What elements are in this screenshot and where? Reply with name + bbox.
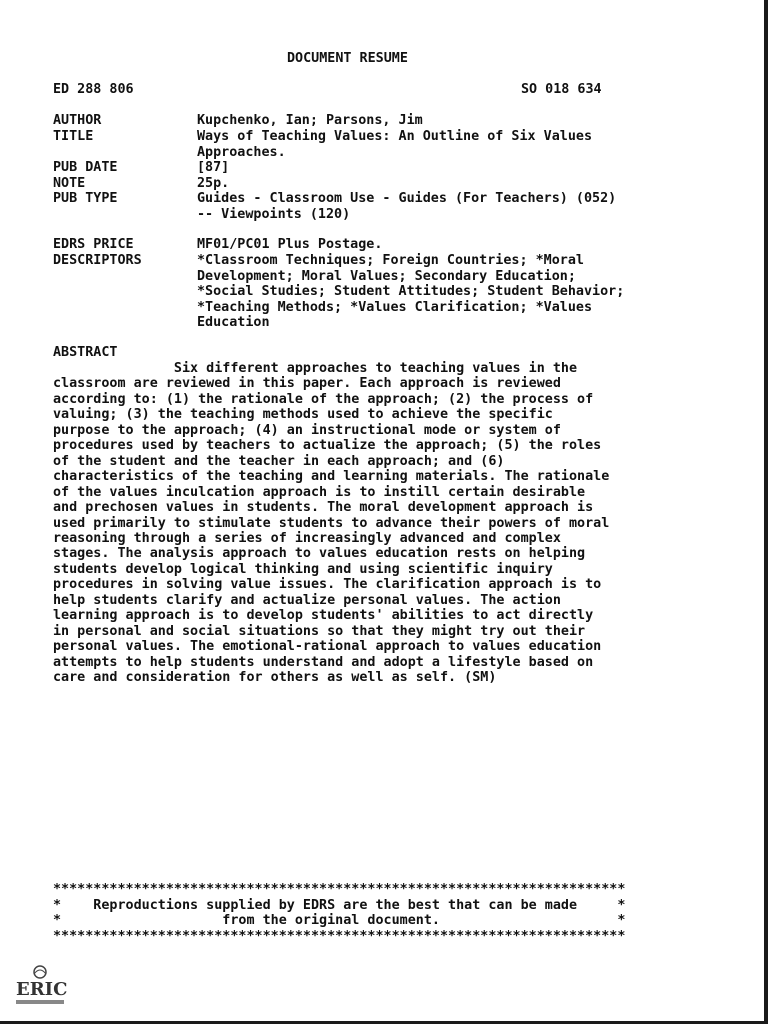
document-title: DOCUMENT RESUME <box>287 51 408 66</box>
field-label: NOTE <box>53 176 86 191</box>
field-label: TITLE <box>53 129 94 144</box>
field-value: Kupchenko, Ian; Parsons, Jim <box>197 113 423 128</box>
field-value: [87] <box>197 160 230 175</box>
notice-line-2: * from the original document. * <box>53 913 626 928</box>
eric-logo <box>10 962 70 1010</box>
notice-border-bottom: *********************************************************************** <box>53 928 626 944</box>
notice-border-top: *********************************************************************** <box>53 882 626 897</box>
field-value: 25p. <box>197 176 230 191</box>
scan-edge-right <box>764 0 768 1024</box>
field-label: AUTHOR <box>53 113 102 128</box>
field-value: Guides - Classroom Use - Guides (For Teachers) (052) -- Viewpoints (120) <box>197 191 617 222</box>
field-value: Ways of Teaching Values: An Outline of Six Values Approaches. <box>197 129 593 160</box>
field-label: DESCRIPTORS <box>53 253 142 268</box>
so-number: SO 018 634 <box>521 82 602 97</box>
field-value: MF01/PC01 Plus Postage. <box>197 237 383 252</box>
reproduction-notice <box>53 882 625 944</box>
field-label: PUB DATE <box>53 160 118 175</box>
field-label: EDRS PRICE <box>53 237 134 252</box>
ed-number: ED 288 806 <box>53 82 134 97</box>
abstract-text: Six different approaches to teaching values in the classroom are reviewed in this paper. Each approach is reviewed according to: (1) the rationale of the approach; (2) the process of valuing; (3) the teaching methods used to achieve the specific purpose to the approach; (4) an instructional mode or system of procedures used by teachers to actualize the approach; (5) the roles of the student and the teacher in each approach; and (6) characteristics of the teaching and learning materials. The rationale of the values inculcation approach is to instill certain desirable and prechosen values in students. The moral development approach is used primarily to stimulate students to advance their powers of moral reasoning through a series of increasingly advanced and complex stages. The analysis approach to values education rests on helping students develop logical thinking and using scientific inquiry procedures in solving value issues. The clarification approach is to help students clarify and actualize personal values. The action learning approach is to develop students' abilities to act directly in personal and social situations so that they might try out their personal values. The emotional-rational approach to values education attempts to help students understand and adopt a lifestyle based on care and consideration for others as well as self. (SM) <box>53 361 610 686</box>
field-value: *Classroom Techniques; Foreign Countries; *Moral Development; Moral Values; Secondary Education; *Social Studies; Student Attitudes; Student Behavior; *Teaching Methods; *Values Clarification; *Values Education <box>197 253 625 330</box>
notice-line-1: * Reproductions supplied by EDRS are the best that can be made * <box>53 897 626 913</box>
eric-logo-text: ERIC <box>16 979 68 1000</box>
abstract-heading: ABSTRACT <box>53 345 118 360</box>
field-label: PUB TYPE <box>53 191 118 206</box>
